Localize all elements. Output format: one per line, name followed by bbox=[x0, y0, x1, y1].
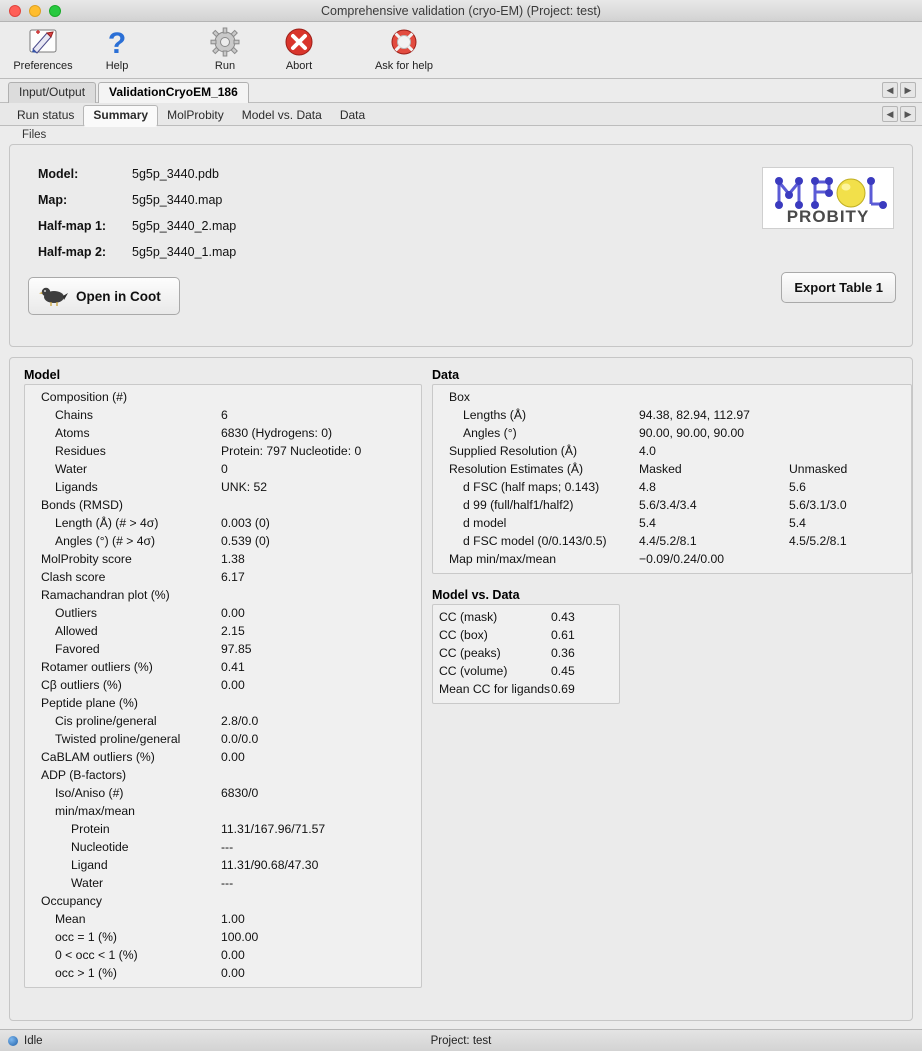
file-row bbox=[38, 245, 912, 271]
table-row bbox=[25, 730, 421, 748]
row-key: Cis proline/general bbox=[55, 714, 157, 728]
row-key: Resolution Estimates (Å) bbox=[449, 462, 584, 476]
row-key: Mean bbox=[55, 912, 86, 926]
row-value: 1.00 bbox=[221, 912, 245, 926]
abort-label: Abort bbox=[285, 60, 313, 72]
row-key: Residues bbox=[55, 444, 106, 458]
svg-text:PROBITY: PROBITY bbox=[786, 207, 870, 226]
row-key: CC (box) bbox=[439, 628, 488, 642]
model-column bbox=[10, 368, 422, 1020]
table-row bbox=[25, 928, 421, 946]
table-row bbox=[433, 680, 619, 698]
table-row bbox=[25, 802, 421, 820]
tab-scroll-right-icon[interactable]: ▶ bbox=[900, 82, 916, 98]
row-key: Supplied Resolution (Å) bbox=[449, 444, 578, 458]
table-row bbox=[25, 424, 421, 442]
row-key: 0 < occ < 1 (%) bbox=[55, 948, 138, 962]
ask-for-help-label: Ask for help bbox=[374, 60, 434, 72]
table-row bbox=[25, 946, 421, 964]
table-row bbox=[25, 496, 421, 514]
table-row bbox=[25, 586, 421, 604]
row-value: 0.003 (0) bbox=[221, 516, 270, 530]
main-tab-bar bbox=[0, 79, 922, 103]
lifebuoy-icon bbox=[388, 25, 420, 59]
model-vs-data-table bbox=[432, 604, 620, 704]
row-key: Water bbox=[55, 462, 88, 476]
row-value: 0.00 bbox=[221, 750, 245, 764]
subtab-run-status[interactable]: Run status bbox=[17, 107, 75, 122]
row-key: Angles (°) bbox=[463, 426, 517, 440]
row-key: occ > 1 (%) bbox=[55, 966, 117, 980]
table-row bbox=[25, 442, 421, 460]
table-row bbox=[25, 676, 421, 694]
row-value: 4.4/5.2/8.1 bbox=[639, 534, 697, 548]
ask-for-help-button[interactable] bbox=[354, 22, 454, 72]
table-row bbox=[25, 748, 421, 766]
row-key: Water bbox=[71, 876, 104, 890]
table-row bbox=[25, 478, 421, 496]
row-key: Map min/max/mean bbox=[449, 552, 557, 566]
row-value-2: 5.6/3.1/3.0 bbox=[789, 498, 847, 512]
row-key: Box bbox=[449, 390, 471, 404]
row-value-2: 5.4 bbox=[789, 516, 806, 530]
table-row bbox=[25, 892, 421, 910]
table-row bbox=[433, 424, 911, 442]
row-key: Mean CC for ligands bbox=[439, 682, 551, 696]
row-value: 4.0 bbox=[639, 444, 656, 458]
model-file-label: Model: bbox=[38, 167, 79, 181]
abort-button[interactable] bbox=[262, 22, 336, 72]
tab-input-output[interactable]: Input/Output bbox=[8, 82, 96, 103]
table-row bbox=[25, 694, 421, 712]
map-file-value: 5g5p_3440.map bbox=[132, 193, 223, 207]
table-row bbox=[433, 460, 911, 478]
row-key: occ = 1 (%) bbox=[55, 930, 117, 944]
row-value: 11.31/90.68/47.30 bbox=[221, 858, 319, 872]
model-section-title: Model bbox=[24, 368, 61, 382]
row-key: Peptide plane (%) bbox=[41, 696, 138, 710]
row-value: 6830/0 bbox=[221, 786, 259, 800]
data-column bbox=[422, 368, 912, 1020]
row-key: Angles (°) (# > 4σ) bbox=[55, 534, 156, 548]
table-row bbox=[433, 406, 911, 424]
row-value: 0.61 bbox=[551, 628, 575, 642]
row-value: 0.00 bbox=[221, 678, 245, 692]
row-key: Favored bbox=[55, 642, 100, 656]
row-value: 94.38, 82.94, 112.97 bbox=[639, 408, 750, 422]
half-map-1-label: Half-map 1: bbox=[38, 219, 107, 233]
row-key: d FSC (half maps; 0.143) bbox=[463, 480, 600, 494]
table-row bbox=[25, 640, 421, 658]
row-value: 5.6/3.4/3.4 bbox=[639, 498, 697, 512]
row-value: Protein: 797 Nucleotide: 0 bbox=[221, 444, 362, 458]
row-key: CC (peaks) bbox=[439, 646, 501, 660]
row-value: 1.38 bbox=[221, 552, 245, 566]
row-value: 97.85 bbox=[221, 642, 252, 656]
row-key: Iso/Aniso (#) bbox=[55, 786, 124, 800]
row-value: 0.00 bbox=[221, 948, 245, 962]
subtab-scroll-left-icon[interactable]: ◀ bbox=[882, 106, 898, 122]
molprobity-logo bbox=[762, 167, 894, 229]
table-row bbox=[433, 644, 619, 662]
model-vs-data-section-title: Model vs. Data bbox=[432, 588, 520, 602]
table-row bbox=[25, 712, 421, 730]
row-key: Outliers bbox=[55, 606, 97, 620]
table-row bbox=[25, 622, 421, 640]
row-key: d model bbox=[463, 516, 507, 530]
row-value: 0.43 bbox=[551, 610, 575, 624]
row-key: min/max/mean bbox=[55, 804, 135, 818]
preferences-label: Preferences bbox=[13, 60, 73, 72]
preferences-icon bbox=[27, 25, 59, 59]
table-row bbox=[25, 604, 421, 622]
table-row bbox=[25, 964, 421, 982]
svg-text:?: ? bbox=[107, 27, 127, 58]
table-row bbox=[25, 856, 421, 874]
row-key: Nucleotide bbox=[71, 840, 129, 854]
subtab-scroll-right-icon[interactable]: ▶ bbox=[900, 106, 916, 122]
run-button[interactable] bbox=[188, 22, 262, 72]
row-key: Rotamer outliers (%) bbox=[41, 660, 153, 674]
table-row bbox=[433, 478, 911, 496]
data-section-title: Data bbox=[432, 368, 460, 382]
preferences-button[interactable] bbox=[6, 22, 80, 72]
half-map-1-value: 5g5p_3440_2.map bbox=[132, 219, 237, 233]
table-row bbox=[433, 388, 911, 406]
row-key: Bonds (RMSD) bbox=[41, 498, 123, 512]
row-key: d FSC model (0/0.143/0.5) bbox=[463, 534, 607, 548]
row-key: Twisted proline/general bbox=[55, 732, 181, 746]
row-key: Allowed bbox=[55, 624, 98, 638]
half-map-2-value: 5g5p_3440_1.map bbox=[132, 245, 237, 259]
row-key: Protein bbox=[71, 822, 110, 836]
table-row bbox=[25, 514, 421, 532]
main-tab-scroll-arrows[interactable] bbox=[882, 82, 916, 98]
map-file-label: Map: bbox=[38, 193, 68, 207]
table-row bbox=[25, 658, 421, 676]
row-value: 0.00 bbox=[221, 966, 245, 980]
row-value: 6.17 bbox=[221, 570, 245, 584]
row-value-2: 5.6 bbox=[789, 480, 806, 494]
table-row bbox=[25, 910, 421, 928]
data-table bbox=[432, 384, 912, 574]
project-label: Project: test bbox=[430, 1034, 492, 1047]
row-key: CC (volume) bbox=[439, 664, 508, 678]
row-key: Clash score bbox=[41, 570, 106, 584]
row-key: Cβ outliers (%) bbox=[41, 678, 122, 692]
files-section-header: Files bbox=[22, 129, 47, 141]
row-value: 0.41 bbox=[221, 660, 245, 674]
row-value: 6 bbox=[221, 408, 228, 422]
half-map-2-label: Half-map 2: bbox=[38, 245, 107, 259]
table-row bbox=[25, 388, 421, 406]
row-key: Lengths (Å) bbox=[463, 408, 527, 422]
table-row bbox=[433, 662, 619, 680]
table-row bbox=[25, 820, 421, 838]
run-label: Run bbox=[214, 60, 236, 72]
table-row bbox=[25, 532, 421, 550]
row-key: Ligands bbox=[55, 480, 98, 494]
row-value: 2.15 bbox=[221, 624, 245, 638]
table-row bbox=[25, 874, 421, 892]
row-key: Chains bbox=[55, 408, 93, 422]
table-row bbox=[25, 766, 421, 784]
row-key: Length (Å) (# > 4σ) bbox=[55, 516, 159, 530]
open-in-coot-label: Open in Coot bbox=[76, 288, 161, 304]
row-value: --- bbox=[221, 840, 234, 854]
window-title: Comprehensive validation (cryo-EM) (Project: test) bbox=[321, 3, 601, 18]
model-table bbox=[24, 384, 422, 988]
table-row bbox=[25, 838, 421, 856]
table-row bbox=[433, 550, 911, 568]
row-value: 0 bbox=[221, 462, 228, 476]
row-value: 0.45 bbox=[551, 664, 575, 678]
subtab-data[interactable]: Data bbox=[339, 107, 366, 122]
row-value: --- bbox=[221, 876, 234, 890]
table-row bbox=[433, 626, 619, 644]
table-row bbox=[433, 442, 911, 460]
row-value: 6830 (Hydrogens: 0) bbox=[221, 426, 333, 440]
row-value: 0.539 (0) bbox=[221, 534, 270, 548]
summary-panel bbox=[9, 357, 913, 1021]
table-row bbox=[25, 460, 421, 478]
row-key: Occupancy bbox=[41, 894, 102, 908]
bird-icon bbox=[39, 284, 69, 309]
row-key: CaBLAM outliers (%) bbox=[41, 750, 155, 764]
table-row bbox=[25, 568, 421, 586]
row-value: 4.8 bbox=[639, 480, 656, 494]
row-value: 0.36 bbox=[551, 646, 575, 660]
model-file-value: 5g5p_3440.pdb bbox=[132, 167, 219, 181]
row-key: Ramachandran plot (%) bbox=[41, 588, 170, 602]
row-value: 100.00 bbox=[221, 930, 259, 944]
row-key: Atoms bbox=[55, 426, 90, 440]
files-panel bbox=[9, 144, 913, 347]
row-value: 5.4 bbox=[639, 516, 656, 530]
table-row bbox=[433, 608, 619, 626]
row-key: ADP (B-factors) bbox=[41, 768, 127, 782]
row-value: 0.00 bbox=[221, 606, 245, 620]
title-bar bbox=[0, 0, 922, 22]
table-row bbox=[25, 784, 421, 802]
row-value: UNK: 52 bbox=[221, 480, 268, 494]
subtab-model-vs-data[interactable]: Model vs. Data bbox=[241, 107, 322, 122]
abort-icon bbox=[283, 25, 315, 59]
help-label: Help bbox=[105, 60, 129, 72]
table-row bbox=[433, 514, 911, 532]
row-key: MolProbity score bbox=[41, 552, 132, 566]
table-row bbox=[25, 406, 421, 424]
row-value: 11.31/167.96/71.57 bbox=[221, 822, 326, 836]
run-gear-icon bbox=[209, 25, 241, 59]
open-in-coot-button[interactable] bbox=[28, 277, 180, 315]
row-value: 0.0/0.0 bbox=[221, 732, 259, 746]
row-value-2: 4.5/5.2/8.1 bbox=[789, 534, 847, 548]
toolbar bbox=[0, 22, 922, 79]
sub-tab-bar bbox=[0, 103, 922, 126]
subtab-molprobity[interactable]: MolProbity bbox=[167, 107, 224, 122]
row-value: −0.09/0.24/0.00 bbox=[639, 552, 725, 566]
export-table-1-button[interactable]: Export Table 1 bbox=[781, 272, 896, 303]
subtab-summary[interactable]: Summary bbox=[83, 105, 158, 127]
table-row bbox=[25, 550, 421, 568]
row-key: Ligand bbox=[71, 858, 108, 872]
row-key: Composition (#) bbox=[41, 390, 128, 404]
tab-validation-cryoem[interactable]: ValidationCryoEM_186 bbox=[98, 82, 249, 103]
help-button[interactable] bbox=[80, 22, 154, 72]
row-value: Masked bbox=[639, 462, 682, 476]
row-value: 90.00, 90.00, 90.00 bbox=[639, 426, 745, 440]
help-icon bbox=[101, 25, 133, 59]
row-key: CC (mask) bbox=[439, 610, 498, 624]
sub-tab-scroll-arrows[interactable] bbox=[882, 106, 916, 122]
tab-scroll-left-icon[interactable]: ◀ bbox=[882, 82, 898, 98]
row-value: 2.8/0.0 bbox=[221, 714, 259, 728]
status-bar bbox=[0, 1029, 922, 1051]
row-value: 0.69 bbox=[551, 682, 575, 696]
row-key: d 99 (full/half1/half2) bbox=[463, 498, 574, 512]
row-value-2: Unmasked bbox=[789, 462, 848, 476]
table-row bbox=[433, 532, 911, 550]
table-row bbox=[433, 496, 911, 514]
status-text: Idle bbox=[24, 1034, 43, 1047]
